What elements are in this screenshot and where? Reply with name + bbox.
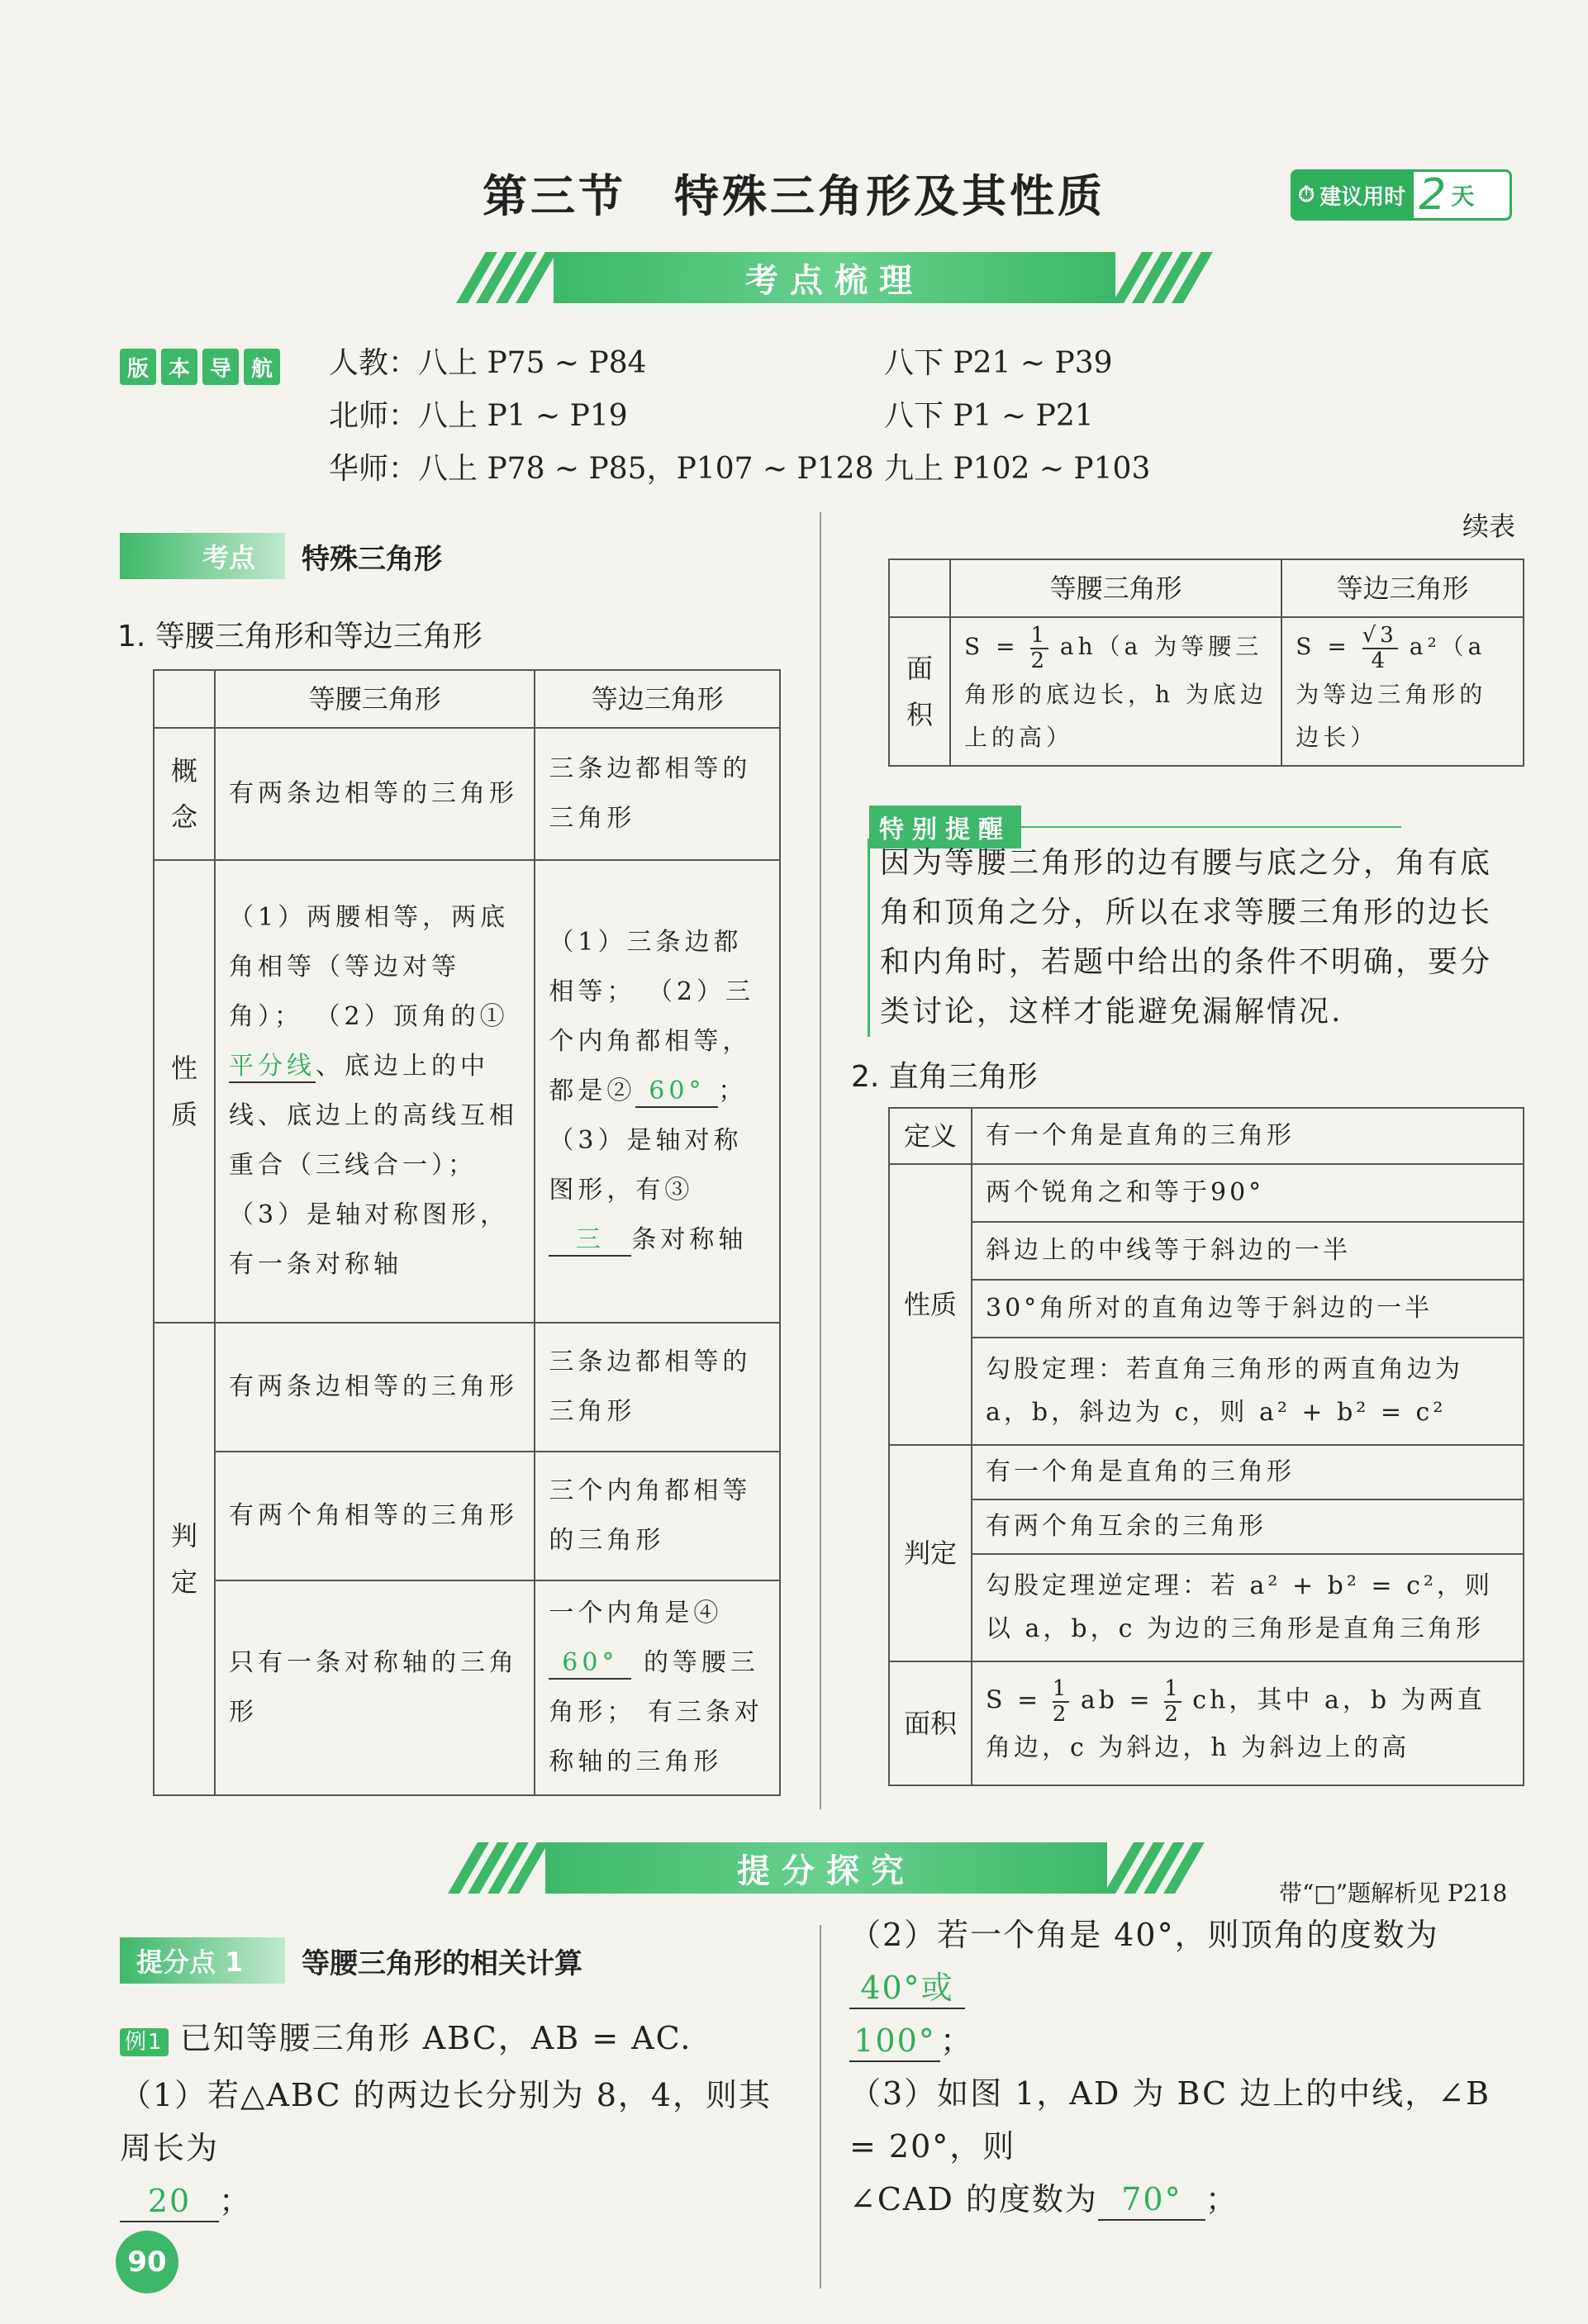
answer-blank: 三 <box>549 1225 631 1257</box>
section-title: 等腰三角形的相关计算 <box>302 1946 582 1980</box>
stripes-right <box>1127 252 1198 303</box>
cell: 有两条边相等的三角形 <box>215 1323 535 1452</box>
row-label: 面积 <box>889 1661 972 1785</box>
cell: 有两个角互余的三角形 <box>972 1499 1524 1554</box>
fraction: $\frac{√3}{4}$ <box>1362 623 1398 673</box>
cell: 勾股定理逆定理：若 a² + b² = c²，则以 a，b，c 为边的三角形是直角三角形 <box>972 1554 1524 1661</box>
cell: S = $\frac{1}{2}$ ab = $\frac{1}{2}$ ch，其中 a，b 为两直角边，c 为斜边，h 为斜边上的高 <box>972 1661 1524 1785</box>
stripes-right <box>1119 1842 1190 1894</box>
note-body: 因为等腰三角形的边有腰与底之分，角有底角和顶角之分，所以在求等腰三角形的边长和内角时，若题中给出的条件不明确，要分类讨论，这样才能避免漏解情况. <box>868 839 1508 1037</box>
section-tag: 考点 <box>120 533 285 579</box>
example-tag: 例1 <box>120 2028 169 2056</box>
section-title: 特殊三角形 <box>302 542 442 576</box>
cell: 斜边上的中线等于斜边的一半 <box>972 1222 1524 1280</box>
row-label: 面积 <box>889 617 950 766</box>
banner-tifen <box>438 1842 1215 1894</box>
edition-list <box>329 337 874 496</box>
time-unit: 天 <box>1451 183 1475 210</box>
section-head-tifen <box>120 1937 582 1984</box>
fraction: $\frac{1}{2}$ <box>1052 1676 1070 1727</box>
col-header: 等腰三角形 <box>215 670 535 728</box>
time-num: 2 <box>1419 170 1447 220</box>
cell: 三条边都相等的三角形 <box>535 728 780 860</box>
cell: 两个锐角之和等于90° <box>972 1164 1524 1222</box>
table-isosceles-equilateral <box>153 669 781 1796</box>
example-right: （2）若一个角是 40°，则顶角的度数为40°或 100° ； （3）如图 1，AD 为 BC 边上的中线，∠B = 20°，则 ∠CAD 的度数为 70° ； <box>849 1908 1527 2226</box>
fraction: $\frac{1}{2}$ <box>1030 623 1048 673</box>
fraction: $\frac{1}{2}$ <box>1164 1676 1181 1727</box>
time-label: 建议用时 <box>1319 184 1406 210</box>
stripes-left <box>463 1842 534 1894</box>
example-left: 例1 已知等腰三角形 ABC，AB = AC. （1）若△ABC 的两边长分别为 8，4，则其周长为 20 ； <box>120 2012 797 2227</box>
edition-right: 九上 P102 ~ P103 <box>884 452 1151 486</box>
col-header: 等边三角形 <box>1281 559 1524 617</box>
answer-blank: 20 <box>120 2183 219 2222</box>
cell: 一个内角是④60° 的等腰三角形； 有三条对称轴的三角形 <box>535 1580 780 1795</box>
stripes-left <box>471 252 542 303</box>
edition-right: 八下 P1 ~ P21 <box>884 399 1094 433</box>
table-right-triangle <box>888 1107 1524 1786</box>
col-header: 等腰三角形 <box>950 559 1281 617</box>
time-badge <box>1291 169 1512 221</box>
cell: 三个内角都相等的三角形 <box>535 1452 780 1580</box>
cell: 有一个角是直角的三角形 <box>972 1108 1524 1164</box>
note-title: 特别提醒 <box>869 806 1021 848</box>
time-label-box <box>1293 172 1414 218</box>
answer-blank: 60° <box>549 1648 631 1680</box>
note-title-line <box>1021 826 1401 828</box>
row-label: 定义 <box>889 1108 972 1164</box>
answer-blank: 平分线 <box>229 1052 316 1083</box>
cell: 有一个角是直角的三角形 <box>972 1445 1524 1499</box>
cell: 三条边都相等的三角形 <box>535 1323 780 1452</box>
cell: S = $\frac{√3}{4}$ a²（a 为等边三角形的边长） <box>1281 617 1524 766</box>
row-label: 判定 <box>889 1445 972 1661</box>
edition-row: 华师：八上 P78 ~ P85，P107 ~ P128 <box>329 452 874 486</box>
nav-tag-char: 航 <box>244 349 280 385</box>
answer-blank: 100° <box>849 2022 940 2062</box>
column-divider <box>820 1925 821 2288</box>
nav-tag-char: 本 <box>161 349 197 385</box>
nav-tag <box>120 349 280 385</box>
cell: 只有一条对称轴的三角形 <box>215 1580 535 1795</box>
cell: 有两个角相等的三角形 <box>215 1452 535 1580</box>
cell: 30°角所对的直角边等于斜边的一半 <box>972 1280 1524 1338</box>
answer-blank: 60° <box>635 1076 718 1108</box>
section-head-kaodian <box>120 533 442 579</box>
banner-kaodian <box>446 252 1223 303</box>
answer-reference: 带“□”题解析见 P218 <box>1279 1880 1508 1907</box>
cell: S = $\frac{1}{2}$ ah（a 为等腰三角形的底边长，h 为底边上的高） <box>950 617 1281 766</box>
cell: （1）两腰相等，两底角相等（等边对等角）； （2）顶角的①平分线、底边上的中线、底边上的高线互相重合（三线合一）； （3）是轴对称图形，有一条对称轴 <box>215 860 535 1323</box>
edition-row: 人教：八上 P75 ~ P84 <box>329 346 647 380</box>
column-divider <box>820 512 821 1809</box>
sub-heading-2: 2. 直角三角形 <box>851 1060 1038 1094</box>
nav-tag-char: 导 <box>202 349 239 385</box>
row-label: 性质 <box>889 1164 972 1445</box>
edition-list-right <box>884 337 1150 496</box>
clock-icon: ⏱ <box>1298 182 1315 207</box>
page-number: 90 <box>116 2231 178 2293</box>
table-area <box>888 558 1524 767</box>
cell: （1）三条边都相等； （2）三个内角都相等，都是② 60° ； （3）是轴对称图形，有③三 条对称轴 <box>535 860 780 1323</box>
page-title: 第三节 特殊三角形及其性质 <box>483 170 1105 222</box>
banner-tifen-text: 提分探究 <box>545 1842 1107 1894</box>
edition-row: 北师：八上 P1 ~ P19 <box>329 399 628 433</box>
section-tag: 提分点 1 <box>120 1937 285 1984</box>
row-label: 概念 <box>154 728 215 860</box>
edition-right: 八下 P21 ~ P39 <box>884 346 1113 380</box>
nav-tag-char: 版 <box>120 349 156 385</box>
banner-kaodian-text: 考点梳理 <box>554 252 1115 303</box>
col-header: 等边三角形 <box>535 670 780 728</box>
row-label: 性质 <box>154 860 215 1323</box>
answer-blank: 70° <box>1098 2181 1205 2221</box>
continued-label: 续表 <box>1462 511 1516 542</box>
cell: 勾股定理：若直角三角形的两直角边为 a，b，斜边为 c，则 a² + b² = c² <box>972 1338 1524 1445</box>
cell: 有两条边相等的三角形 <box>215 728 535 860</box>
sub-heading-1: 1. 等腰三角形和等边三角形 <box>117 620 483 653</box>
row-label: 判定 <box>154 1323 215 1795</box>
answer-blank: 40°或 <box>849 1970 965 2009</box>
